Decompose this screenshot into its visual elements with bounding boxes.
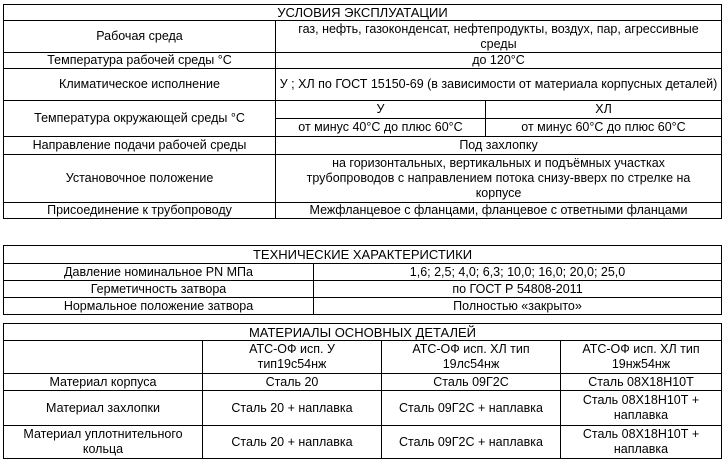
material-cell: Сталь 20 [203,374,382,391]
climate-label: Климатическое исполнение [4,69,276,101]
spec-value: 1,6; 2,5; 4,0; 6,3; 10,0; 16,0; 20,0; 25,0 [314,264,722,281]
spec-value: Полностью «закрыто» [314,298,722,315]
flow-direction-value: Под захлопку [276,137,722,155]
installation-label: Установочное положение [4,155,276,203]
spec-label: Давление номинальное PN МПа [4,264,314,281]
materials-corner-cell [4,341,203,374]
operating-conditions-table [3,4,722,219]
material-cell: Сталь 20 + наплавка [203,391,382,426]
connection-value: Межфланцевое с фланцами, фланцевое с ответными фланцами [276,203,722,219]
materials-column-header: АТС-ОФ исп. ХЛ тип 19лс54нж [382,341,561,374]
material-cell: Сталь 08Х18Н10Т + наплавка [561,391,722,426]
material-cell: Сталь 08Х18Н10Т + наплавка [561,426,722,459]
installation-value: на горизонтальных, вертикальных и подъёмных участках трубопроводов с направлением потока снизу-вверх по стрелке на корпусе [276,155,722,203]
material-cell: Сталь 20 + наплавка [203,426,382,459]
material-row-label: Материал корпуса [4,374,203,391]
technical-specs-table [3,245,722,315]
working-medium-label: Рабочая среда [4,21,276,53]
materials-table [3,323,722,459]
material-cell: Сталь 09Г2С + наплавка [382,391,561,426]
material-row-label: Материал захлопки [4,391,203,426]
ambient-hl-header: ХЛ [486,101,722,119]
materials-column-header: АТС-ОФ исп. ХЛ тип 19нж54нж [561,341,722,374]
climate-value: У ; ХЛ по ГОСТ 15150-69 (в зависимости от материала корпусных деталей) [276,69,722,101]
ambient-u-header: У [276,101,486,119]
material-cell: Сталь 08Х18Н10Т [561,374,722,391]
spec-label: Нормальное положение затвора [4,298,314,315]
material-row-label: Материал уплотнительного кольца [4,426,203,459]
medium-temp-value: до 120°С [276,53,722,69]
medium-temp-label: Температура рабочей среды °С [4,53,276,69]
conditions-title: УСЛОВИЯ ЭКСПЛУАТАЦИИ [4,5,722,21]
spec-label: Герметичность затвора [4,281,314,298]
ambient-hl-value: от минус 60°С до плюс 60°С [486,119,722,137]
material-cell: Сталь 09Г2С [382,374,561,391]
spec-value: по ГОСТ Р 54808-2011 [314,281,722,298]
flow-direction-label: Направление подачи рабочей среды [4,137,276,155]
ambient-temp-label: Температура окружающей среды °С [4,101,276,137]
material-cell: Сталь 09Г2С + наплавка [382,426,561,459]
working-medium-value: газ, нефть, газоконденсат, нефтепродукты, воздух, пар, агрессивные среды [276,21,722,53]
materials-column-header: АТС-ОФ исп. У тип19с54нж [203,341,382,374]
materials-title: МАТЕРИАЛЫ ОСНОВНЫХ ДЕТАЛЕЙ [4,324,722,341]
connection-label: Присоединение к трубопроводу [4,203,276,219]
ambient-u-value: от минус 40°С до плюс 60°С [276,119,486,137]
specs-title: ТЕХНИЧЕСКИЕ ХАРАКТЕРИСТИКИ [4,246,722,264]
